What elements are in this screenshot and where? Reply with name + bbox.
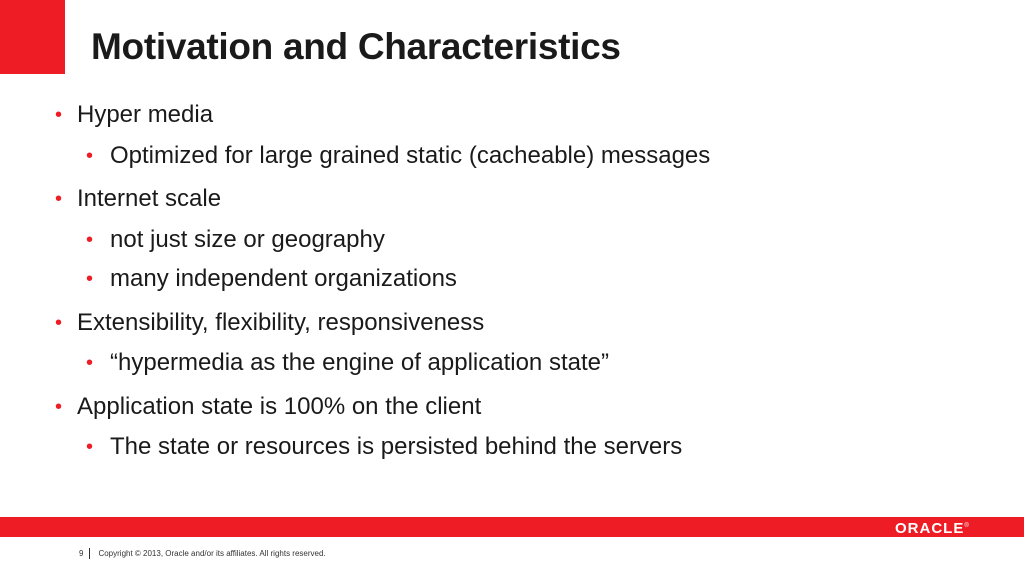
oracle-logo-text: ORACLE xyxy=(895,520,965,537)
page-number: 9 xyxy=(79,549,84,558)
bullet-text: Internet scale xyxy=(77,185,222,212)
footer-divider xyxy=(89,548,90,559)
bullet-dot-icon: • xyxy=(55,188,63,210)
copyright-text: Copyright © 2013, Oracle and/or its affiliates. All rights reserved. xyxy=(98,549,326,558)
bullet-item xyxy=(55,393,482,421)
bullet-dot-icon: • xyxy=(55,396,63,418)
bullet-text: Optimized for large grained static (cacheable) messages xyxy=(110,142,711,169)
registered-mark: ® xyxy=(964,523,969,529)
bullet-item xyxy=(55,101,214,129)
bullet-text: The state or resources is persisted behind the servers xyxy=(110,433,683,460)
bullet-dot-icon: • xyxy=(86,436,94,458)
bullet-item xyxy=(55,185,222,213)
slide-footer xyxy=(79,548,326,559)
bullet-text: many independent organizations xyxy=(110,265,457,292)
footer-red-bar xyxy=(0,517,1024,537)
bullet-dot-icon: • xyxy=(86,145,94,167)
bullet-item xyxy=(55,309,485,337)
oracle-logo xyxy=(895,520,969,537)
sub-bullet-item xyxy=(86,433,683,461)
slide-title: Motivation and Characteristics xyxy=(91,26,621,67)
sub-bullet-item xyxy=(86,349,609,377)
bullet-dot-icon: • xyxy=(86,352,94,374)
bullet-text: Hyper media xyxy=(77,101,214,128)
bullet-dot-icon: • xyxy=(55,104,63,126)
bullet-dot-icon: • xyxy=(86,268,94,290)
bullet-dot-icon: • xyxy=(86,229,94,251)
bullet-text: Application state is 100% on the client xyxy=(77,393,482,420)
bullet-text: not just size or geography xyxy=(110,226,385,253)
bullet-text: “hypermedia as the engine of application state” xyxy=(110,349,609,376)
sub-bullet-item xyxy=(86,142,711,170)
sub-bullet-item xyxy=(86,265,457,293)
sub-bullet-item xyxy=(86,226,385,254)
bullet-dot-icon: • xyxy=(55,312,63,334)
bullet-text: Extensibility, flexibility, responsiveness xyxy=(77,309,485,336)
